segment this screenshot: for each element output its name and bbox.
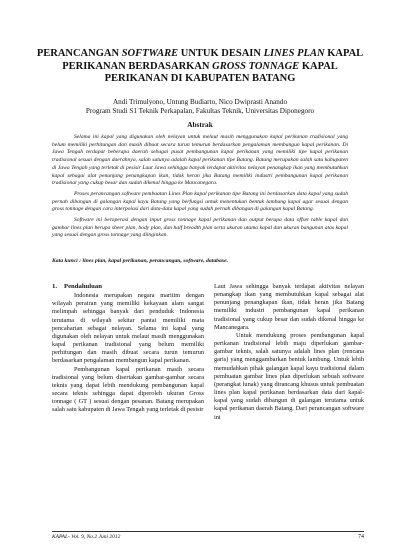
abstract-paragraph: Selama ini kapal yang digunakan oleh nelayan untuk melaut masih menggunakan kapal perikanan tradisional yang belum memiliki perhitungan dan masih dibuat secara turun temurun berdasarkan pengalaman membangun kapal perikanan. Di Jawa Tengah terdapat beberapa daerah sebagai pusat pembangunan kapal perikanan yang memiliki tipe kapal perikanan tradisional sesuai dengan daerahnya, salah satunya adalah kapal perikanan tipe Batang. Batang merupakan salah satu kabupaten di Jawa Tengah yang terletak di pesisir Laut Jawa sehingga banyak terdapat aktivitas nelayan penangkap ikan yang membutuhkan kapal sebagai alat penunjang penangkapan ikan, tidak heran jika Batang memiliki industri pembangunan kapal perikanan tradisional yang cukup besar dan sudah dikenal hingga ke Mancanegara.	[52, 134, 348, 187]
keywords: Kata kunci : lines plan, kapal perikanan, perancangan, software, database.	[52, 258, 229, 264]
title-line-3: PERIKANAN DI KABUPATEN BATANG	[104, 73, 296, 84]
body-paragraph: Laut Jawa sehingga banyak terdapat aktivitas nelayan penangkap ikan yang membutuhkan kapal sebagai alat penunjang penangkapan ikan, tidak heran jika Batang memiliki industri pembangunan kapal perikanan tradisional yang cukup besar dan sudah dikenal hingga ke Mancanegara.	[214, 283, 364, 331]
body-paragraph: Pembangunan kapal perikanan masih secara tradisional yang belum disertakan gambar-gambar secara teknis yang dapat lebih mendukung pembangunan kapal secara teknis sehingga dapat diperoleh ukuran Gross tonnage ( GT ) sesuai dengan pesanan. Batang merupakan salah satu kabupaten di Jawa Tengah yang terletak di pesisir	[52, 365, 204, 414]
footer-journal: KAPAL- Vol. 9, No.2 Juni 2012	[52, 534, 121, 540]
column-right	[214, 283, 364, 422]
body-paragraph: Indonesia merupakan negara maritim dengan wilayah perairan yang memiliki kekayaan alam sangat melimpah sehingga banyak dari penduduk Indonesia terutama di wilayah sekitar pantai memiliki mata pencaharian sebagai nelayan. Selama ini kapal yang digunakan oleh nelayan untuk melaut masih menggunakan kapal perikanan tradisional yang belum memiliki perhitungan dan masih dibuat secara turun temurun berdasarkan pengalaman membangun kapal perikanan.	[52, 292, 204, 365]
title-line-1: PERANCANGAN SOFTWARE UNTUK DESAIN LINES PLAN KAPAL	[36, 48, 364, 59]
footer-rule	[52, 531, 364, 532]
column-left	[52, 283, 204, 415]
author-names: Andi Trimulyono, Untung Budiarto, Nico Dwiprasti Anando	[112, 98, 288, 106]
paper-title	[20, 48, 380, 86]
abstract-paragraph: Proses perancangan software pembuatan Lines Plan kapal perikanan tipe Batang ini berdasarkan data kapal yang sudah pernah dibangun di galangan kapal kayu Batang yang berfungsi untuk menentukan bentuk lambung kapal agar sesuai dengan gross tonnage dengan cara interpolasi dari data-data kapal yang sudah pernah dibangun di galangan kapal Batang.	[52, 190, 348, 213]
body-paragraph: Untuk mendukung proses pembangunan kapal perikanan tradisional lebih maju diperlukan gambar-gambar teknis, salah satunya adalah lines plan (rencana garis) yang menggambarkan bentuk lambung. Untuk lebih memudahkan pihak galangan kapal kayu tradisional dalam pembuatan gambar lines plan diperlukan sebuah software (perangkat lunak) yang dirancang khusus untuk pembuatan lines plan kapal perikanan berdasarkan data dari kapal-kapal yang sudah dibangun di galangan terutama untuk kapal perikanan daerah Batang. Dari perancangan software ini	[214, 331, 364, 421]
abstract-paragraph: Software ini beroperasi dengan input gross tonnage kapal perikanan dan output berupa data offset table kapal dan gambar lines plan berupa sheer plan, body plan, dan half breadth plan serta ukuran utama kapal dan ukuran bangunan atas kapal yang sesuai dengan gross tonnage yang diinginkan.	[52, 217, 348, 239]
section-heading: 1. Pendahuluan	[52, 283, 102, 290]
author-affiliation: Program Studi S1 Teknik Perkapalan, Fakultas Teknik, Universitas Diponegoro	[85, 107, 315, 115]
abstract-heading: Abstrak	[187, 120, 213, 129]
page-number: 74	[358, 534, 364, 540]
author-block	[20, 98, 380, 116]
abstract-body	[52, 134, 348, 240]
title-line-2: PERIKANAN BERDASARKAN GROSS TONNAGE KAPAL	[62, 60, 338, 72]
